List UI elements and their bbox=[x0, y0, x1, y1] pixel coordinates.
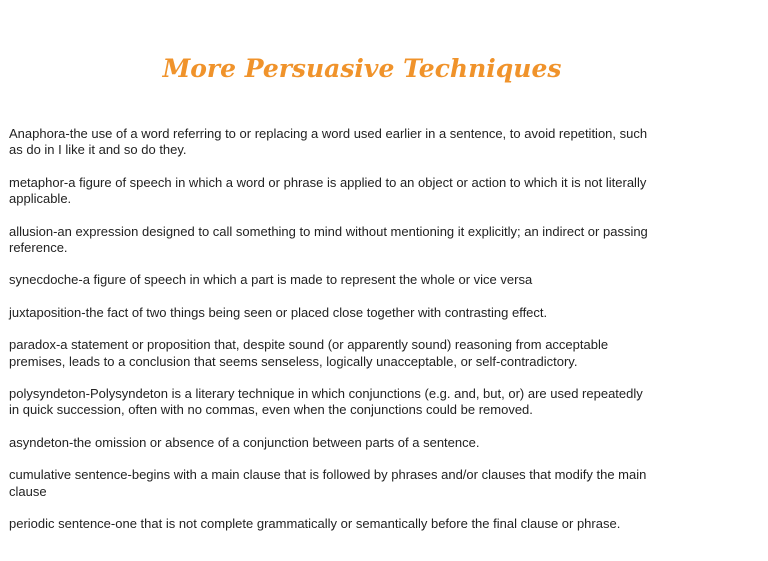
definition-anaphora: Anaphora-the use of a word referring to or replacing a word used earlier in a sentence, to avoid repetition, such as do in I like it and so do they. bbox=[9, 126, 648, 158]
definition-polysyndeton: polysyndeton-Polysyndeton is a literary technique in which conjunctions (e.g. and, but, or) are used repeatedly in quick succession, often with no commas, even when the conjunctions could be removed. bbox=[9, 386, 643, 418]
definition-paradox: paradox-a statement or proposition that, despite sound (or apparently sound) reasoning from acceptable premises, leads to a conclusion that seems senseless, logically unacceptable, or self-contradictory. bbox=[9, 337, 609, 369]
slide-body bbox=[9, 126, 649, 549]
slide-title: More Persuasive Techniques bbox=[162, 54, 562, 83]
definition-asyndeton: asyndeton-the omission or absence of a conjunction between parts of a sentence. bbox=[9, 434, 480, 450]
definition-periodic-sentence: periodic sentence-one that is not complete grammatically or semantically before the final clause or phrase. bbox=[9, 516, 621, 532]
definition-metaphor: metaphor-a figure of speech in which a word or phrase is applied to an object or action to which it is not literally applicable. bbox=[9, 174, 647, 207]
definition-allusion: allusion-an expression designed to call something to mind without mentioning it explicitly; an indirect or passing reference. bbox=[9, 223, 648, 256]
definition-cumulative-sentence: cumulative sentence-begins with a main clause that is followed by phrases and/or clauses that modify the main clause bbox=[9, 467, 647, 499]
definition-juxtaposition: juxtaposition-the fact of two things being seen or placed close together with contrasting effect. bbox=[9, 304, 548, 320]
definition-synecdoche: synecdoche-a figure of speech in which a part is made to represent the whole or vice versa bbox=[9, 272, 533, 288]
